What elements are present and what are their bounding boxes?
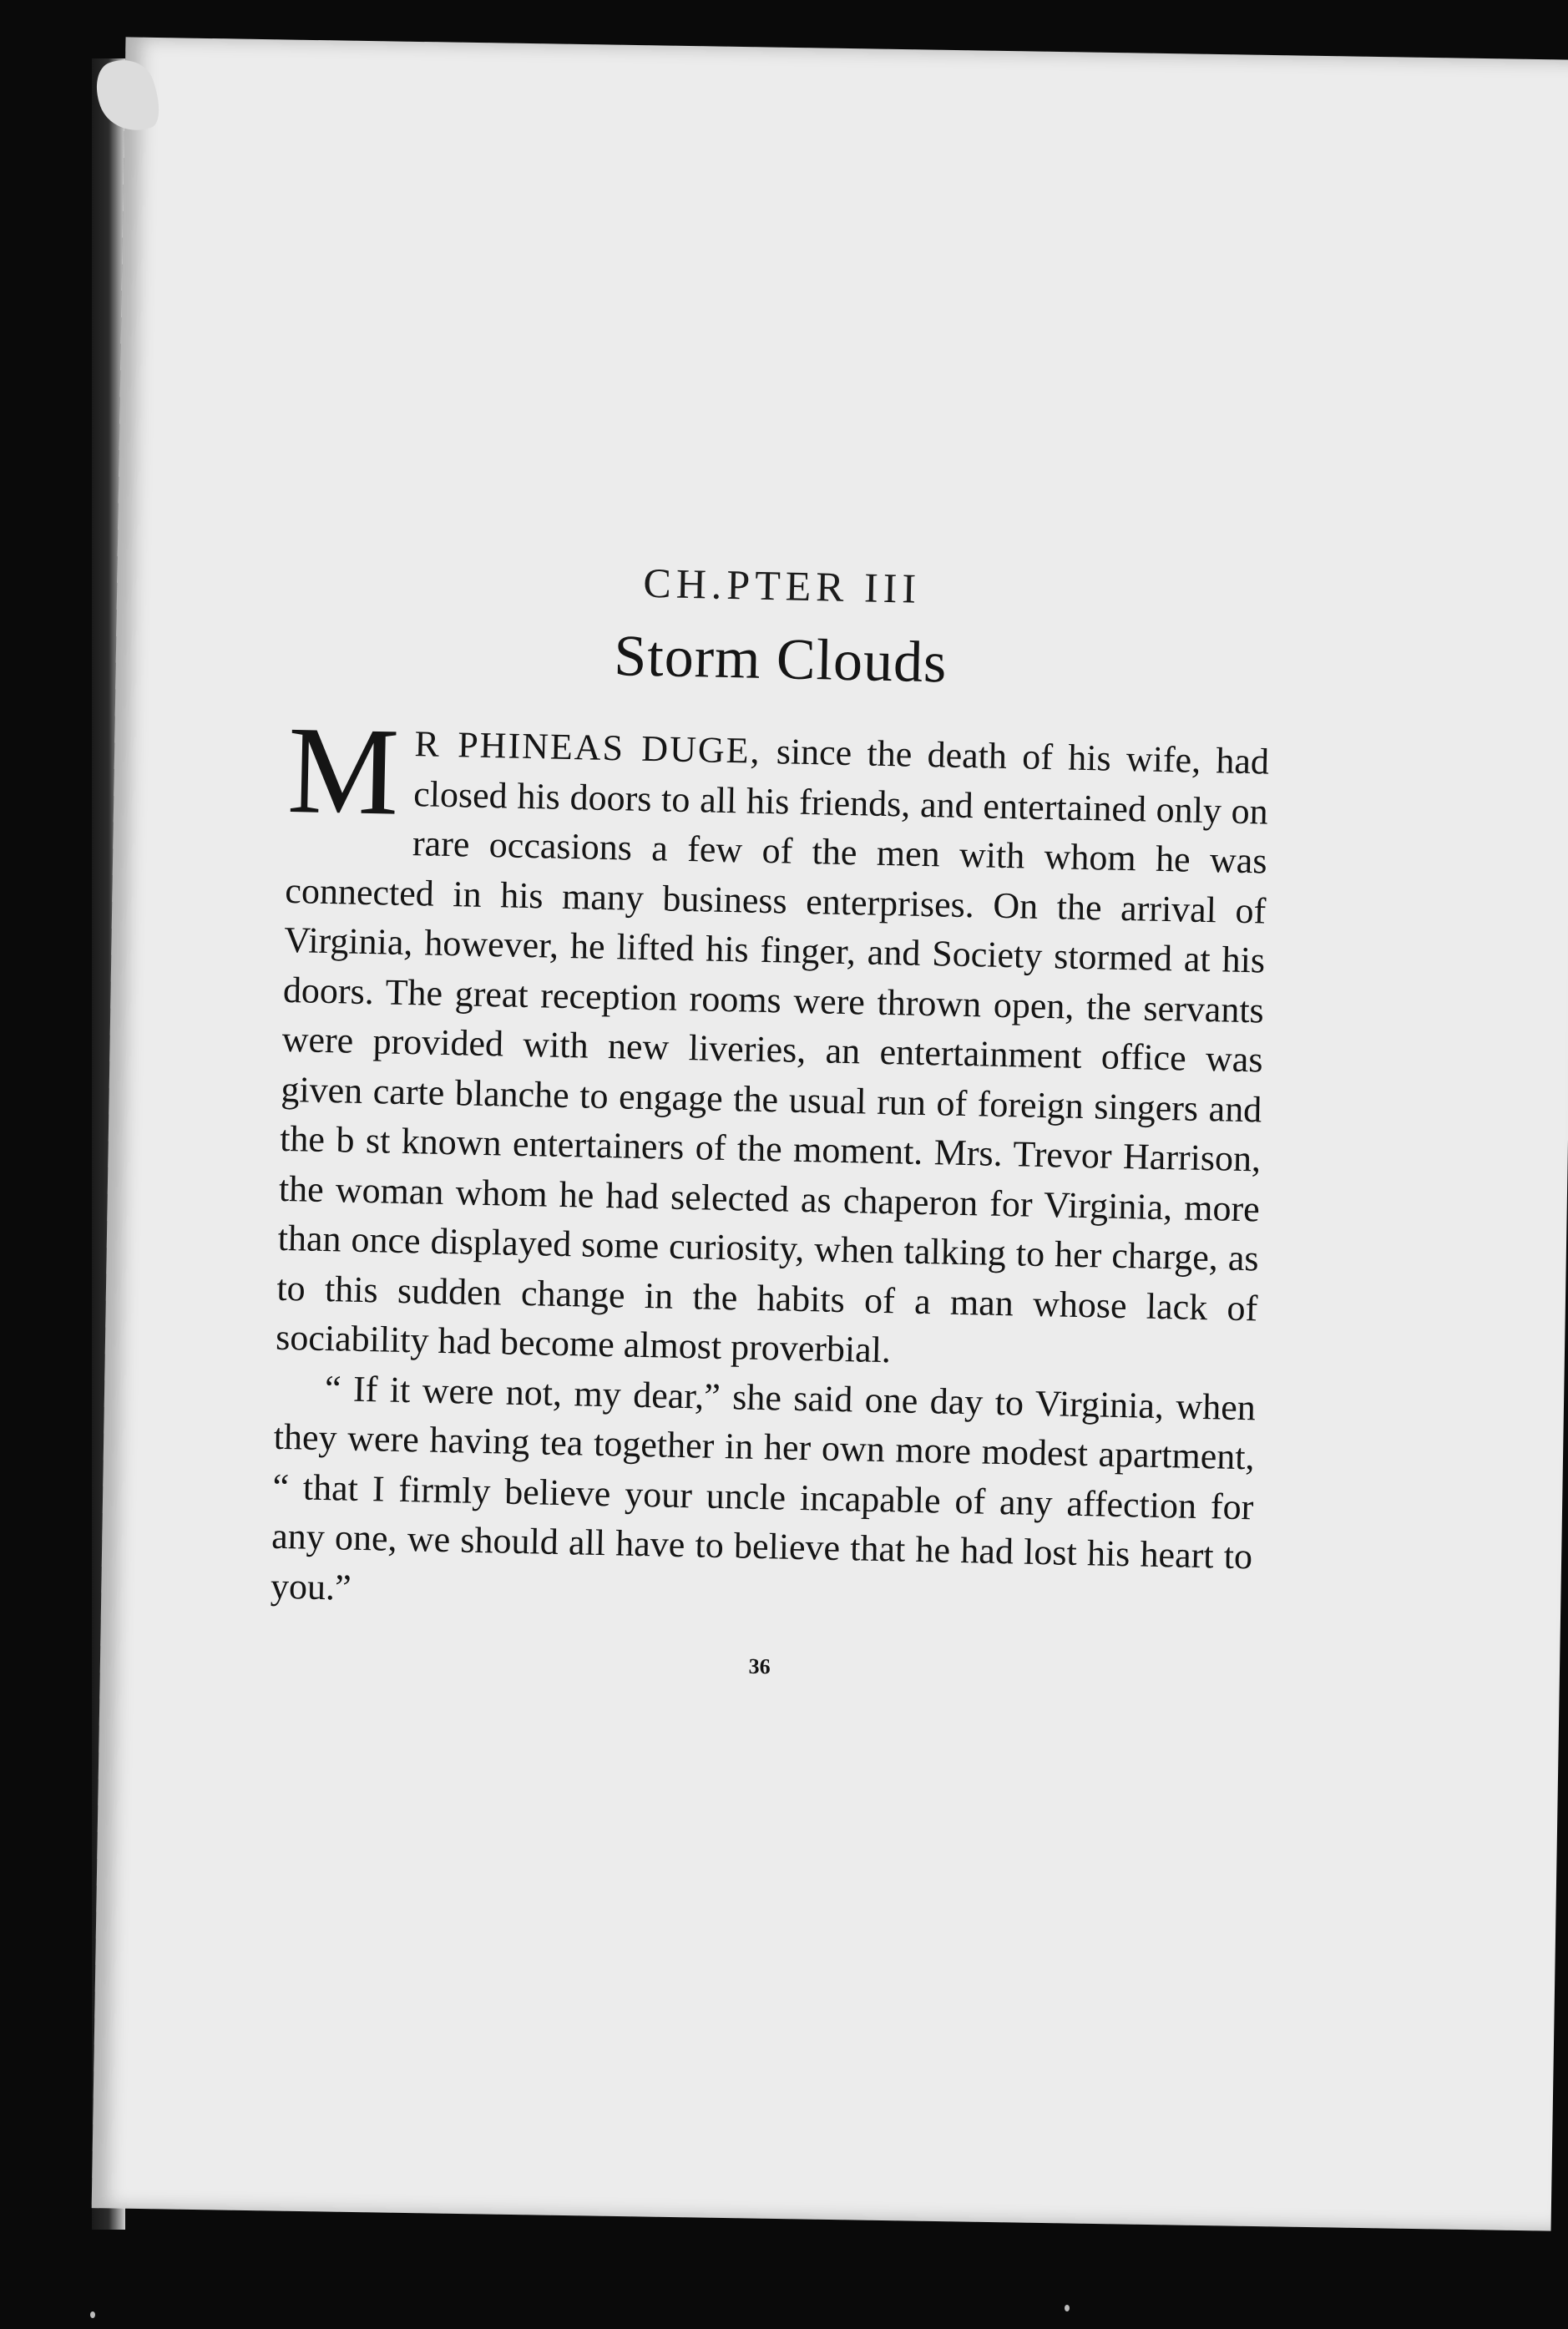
drop-cap: M — [286, 700, 401, 842]
dust-speck — [90, 2311, 95, 2318]
paragraph-opening: R PHINEAS DUGE, — [414, 723, 762, 772]
paragraph-2: “ If it were not, my dear,” she said one day to Virginia, when they were having tea together in her own more modest apartment, “ that I firmly believe your uncle incapable of any affection for any one, we should all have to believe that he had lost his heart to you.” — [270, 1367, 1257, 1608]
paragraph-1-text: since the death of his wife, had closed his doors to all his friends, and entertained only on rare occasions a few of the men with whom he was connected in his many business enterprises. On the arrival of Virginia, however, he lifted his finger, and Society stormed at his doors. The great reception rooms were thrown open, the servants were provided with new liveries, an entertainment office was given carte blanche to engage the usual run of foreign singers and the b st known entertainers of the moment. Mrs. Trevor Harrison, the woman whom he had selected as chaperon for Virginia, more than once displayed some curiosity, when talking to her charge, as to this sudden change in the habits of a man whose lack of sociability had become almost proverbial. — [275, 730, 1270, 1371]
chapter-title: Storm Clouds — [613, 624, 948, 696]
chapter-number: CH.PTER III — [642, 559, 922, 612]
page-content — [269, 551, 1273, 1689]
page-number: 36 — [748, 1653, 771, 1679]
dust-speck — [1065, 2305, 1070, 2311]
paragraph-1 — [275, 700, 1270, 1383]
